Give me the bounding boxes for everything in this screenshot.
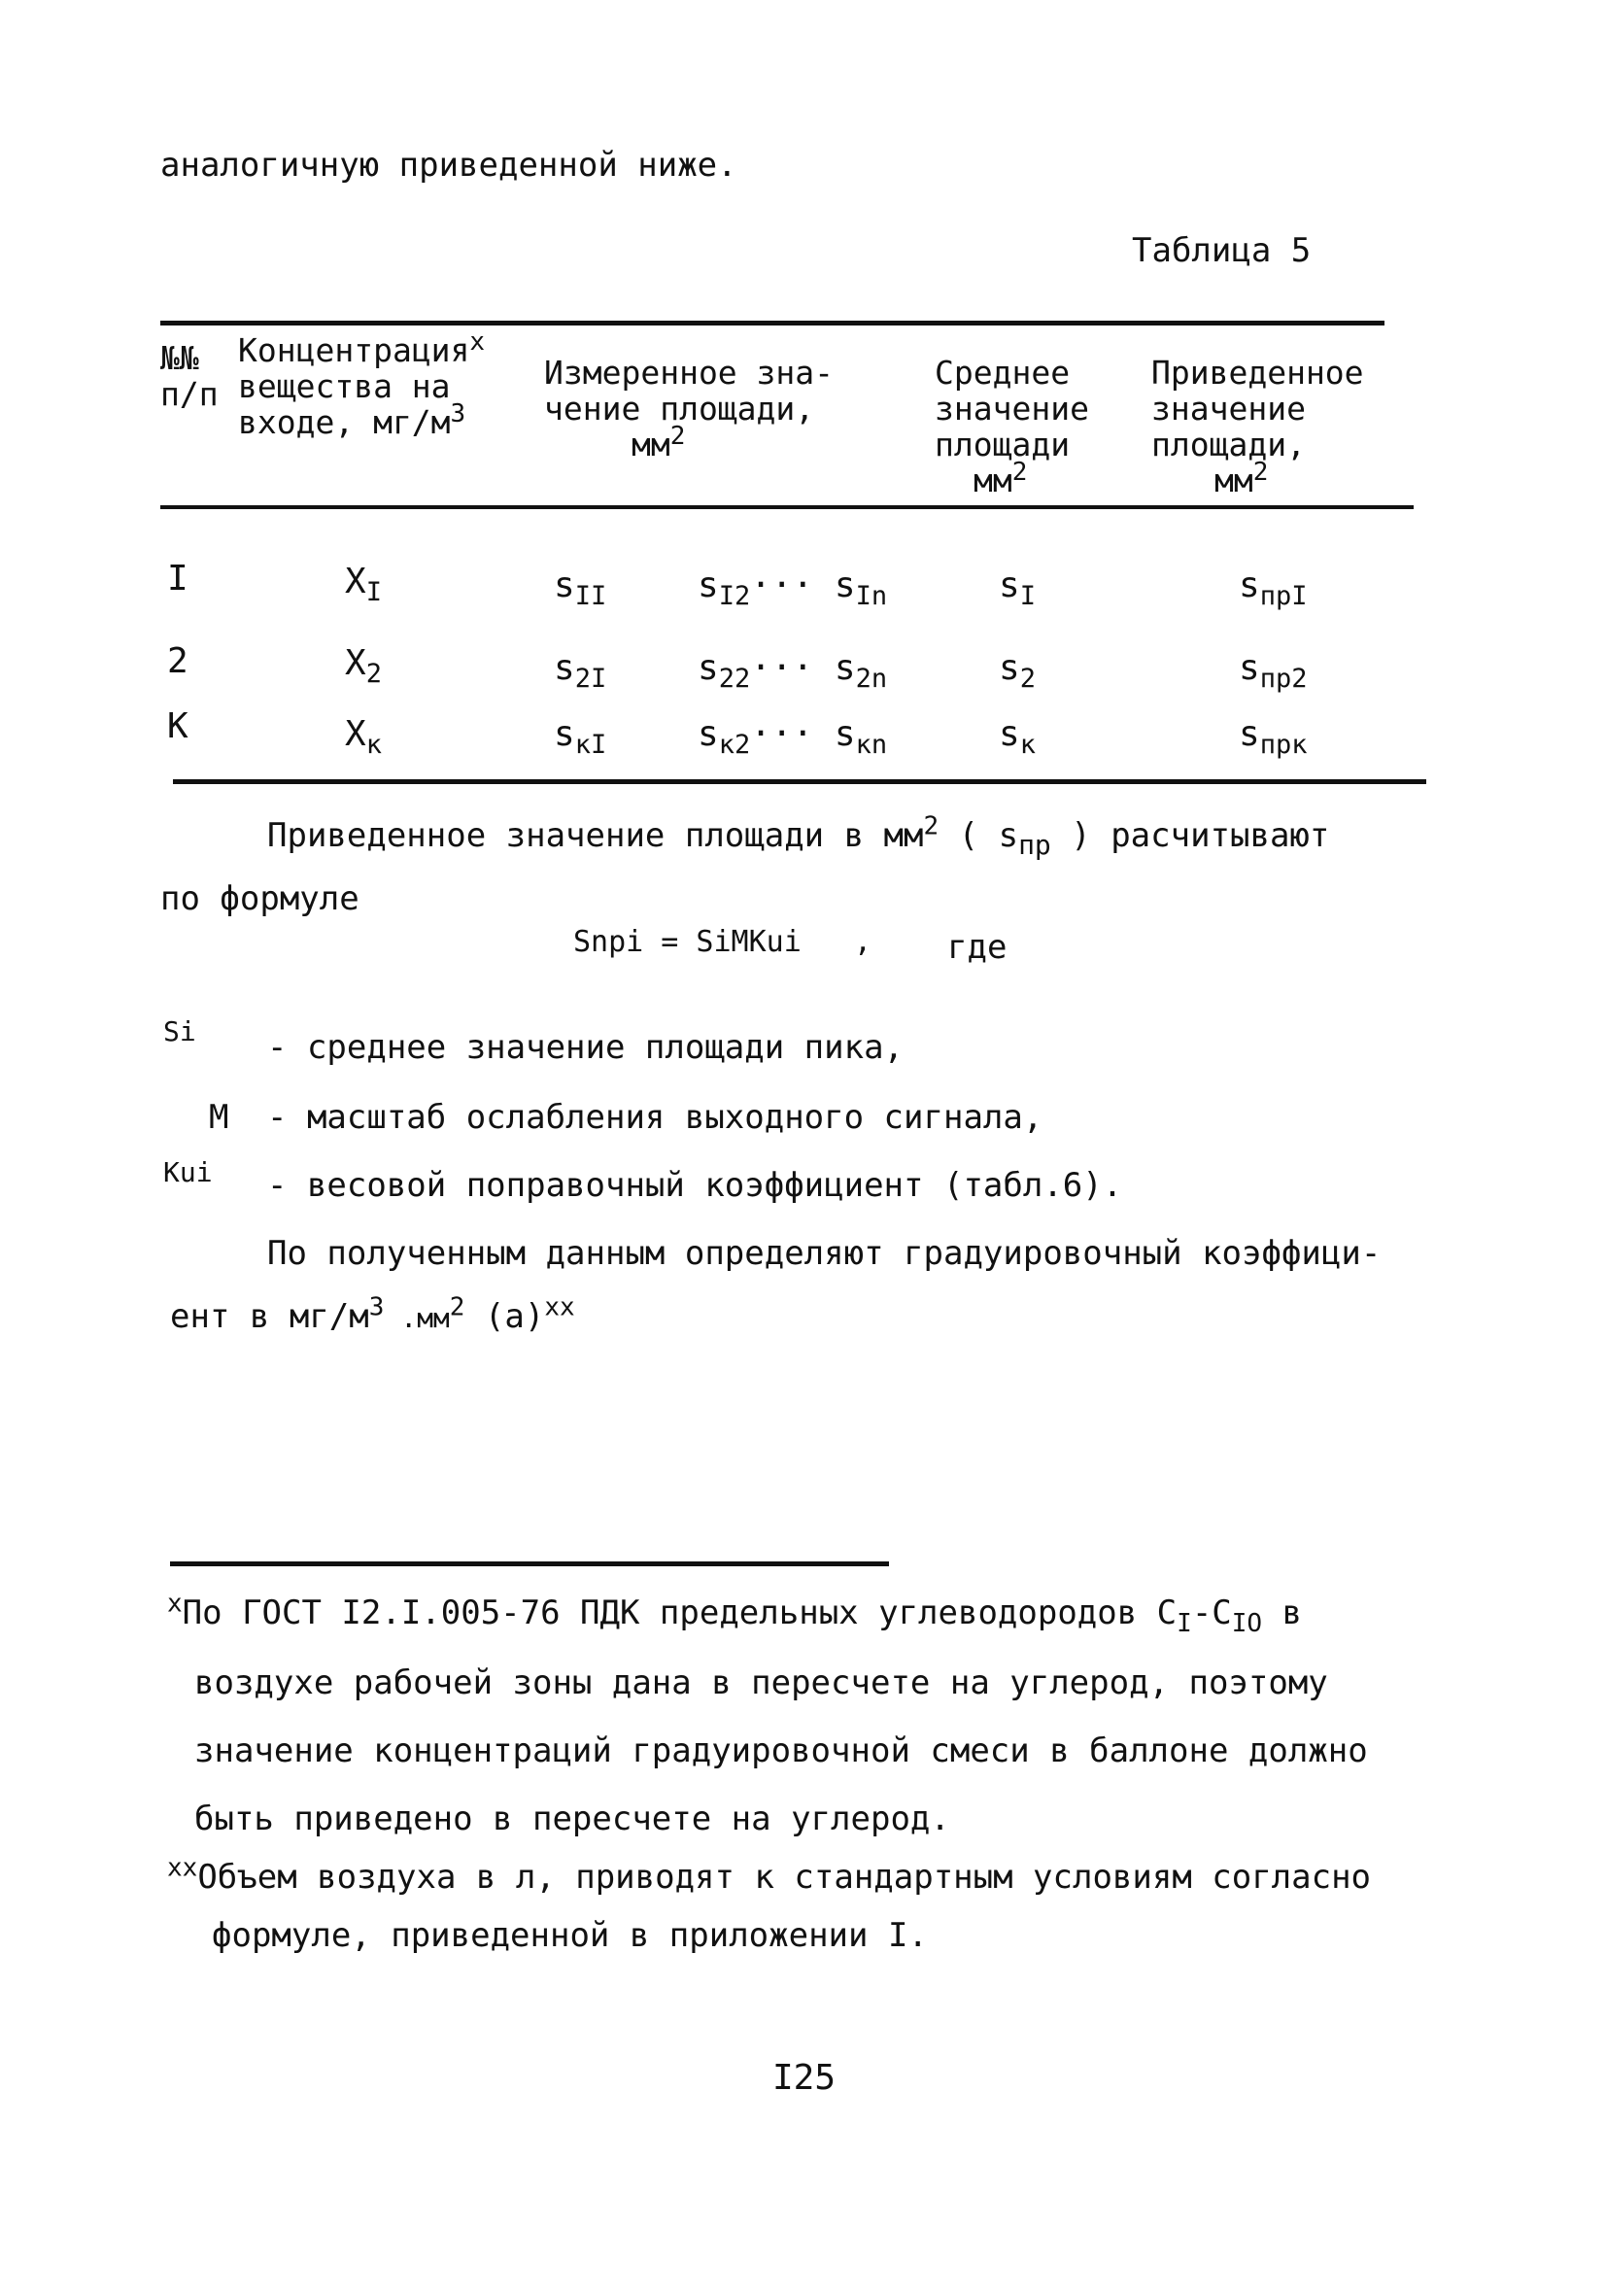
footnote-1-line: воздухе рабочей зоны дана в пересчете на углерод, поэтому	[194, 1663, 1328, 1702]
definition-symbol: Kui	[163, 1156, 213, 1188]
intro-text: аналогичную приведенной ниже.	[160, 146, 737, 185]
formula: Snpi = SiMKui ,	[573, 925, 872, 959]
paragraph-by-formula: по формуле	[160, 879, 359, 918]
cell-concentration: $X_I$	[345, 562, 382, 608]
cell-concentration: $X_2$	[345, 643, 382, 690]
cell-measured-1: $s_{кI}$	[554, 714, 607, 761]
table-label: Таблица 5	[1132, 231, 1312, 270]
footnote-1-line: быть приведено в пересчете на углерод.	[194, 1799, 950, 1838]
definition-text: - среднее значение площади пика,	[267, 1028, 905, 1067]
definition-text: - масштаб ослабления выходного сигнала,	[267, 1098, 1043, 1137]
cell-measured-range: $s_{I2}\cdot\cdot\cdot s_{In}$	[698, 565, 888, 612]
cell-reduced: $s_{пр2}$	[1239, 648, 1308, 695]
paragraph-coefficient: По полученным данным определяют градуировочный коэффици-	[267, 1234, 1382, 1273]
cell-reduced: $s_{прI}$	[1239, 565, 1308, 612]
definition-text: - весовой поправочный коэффициент (табл.6).	[267, 1166, 1123, 1205]
header-concentration: Концентрация$^x$ вещества на входе, $мг/м^3$	[238, 327, 486, 441]
cell-measured-1: $s_{II}$	[554, 565, 607, 612]
header-num: №№ п/п	[160, 339, 219, 413]
paragraph-reduced-value: Приведенное значение площади в $мм^2$ ( $s_{пр}$ ) расчитывают	[267, 811, 1330, 861]
cell-mean: $s_к$	[999, 714, 1036, 761]
footnote-2-line: формуле, приведенной в приложении I.	[212, 1916, 928, 1955]
header-mean: Среднее значение площади $мм^2$	[935, 354, 1089, 499]
cell-mean: $s_2$	[999, 648, 1036, 695]
table-top-rule	[160, 321, 1384, 326]
cell-measured-1: $s_{2I}$	[554, 648, 607, 695]
table-bottom-rule	[173, 779, 1426, 784]
paragraph-coefficient-units: ент в $мг/м^3$ $.мм^2$ $(а)^{xx}$	[170, 1292, 575, 1336]
cell-num: I	[167, 559, 188, 599]
page-number: I25	[772, 2058, 837, 2098]
definition-symbol: M	[209, 1098, 229, 1137]
cell-measured-range: $s_{к2}\cdot\cdot\cdot s_{кn}$	[698, 714, 888, 761]
footnote-2-line: $^{xx}$Объем воздуха в л, приводят к стандартным условиям согласно	[167, 1853, 1372, 1897]
table-header-rule	[160, 505, 1414, 509]
header-reduced: Приведенное значение площади, $мм^2$	[1151, 354, 1364, 499]
cell-reduced: $s_{прк}$	[1239, 714, 1308, 761]
footnote-1-line: $^x$По ГОСТ I2.I.005-76 ПДК предельных углеводородов $С_I-С_{IO}$ в	[167, 1589, 1303, 1638]
cell-concentration: $X_к$	[345, 714, 382, 761]
cell-num: К	[167, 706, 188, 746]
footnote-rule	[170, 1561, 889, 1566]
definition-symbol: Si	[163, 1015, 196, 1047]
footnote-1-line: значение концентраций градуировочной смеси в баллоне должно	[194, 1731, 1368, 1770]
header-measured: Измеренное зна- чение площади, $мм^2$	[544, 354, 835, 463]
cell-mean: $s_I$	[999, 565, 1036, 612]
where-label: где	[947, 928, 1008, 967]
cell-num: 2	[167, 641, 188, 681]
cell-measured-range: $s_{22}\cdot\cdot\cdot s_{2n}$	[698, 648, 888, 695]
